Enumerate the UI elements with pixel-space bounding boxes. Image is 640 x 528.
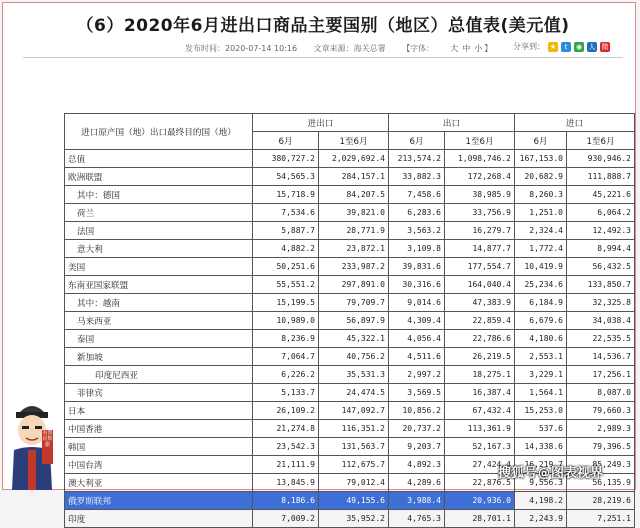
table-row <box>65 168 635 186</box>
value-cell: 39,821.0 <box>319 204 389 222</box>
value-cell: 4,198.2 <box>515 492 567 510</box>
font-size-close: 】 <box>484 44 493 53</box>
value-cell: 56,135.9 <box>567 474 635 492</box>
value-cell: 16,219.7 <box>515 456 567 474</box>
font-size-medium[interactable]: 中 <box>462 44 471 53</box>
value-cell: 28,771.9 <box>319 222 389 240</box>
renren-icon[interactable]: 人 <box>588 42 596 51</box>
value-cell: 5,133.7 <box>253 384 319 402</box>
value-cell: 26,109.2 <box>253 402 319 420</box>
value-cell: 20,682.9 <box>515 168 567 186</box>
value-cell: 4,309.4 <box>389 312 445 330</box>
value-cell: 537.6 <box>515 420 567 438</box>
value-cell: 177,554.7 <box>445 258 515 276</box>
value-cell: 8,994.4 <box>567 240 635 258</box>
value-cell: 1,098,746.2 <box>445 150 515 168</box>
subheader: 6月 <box>253 132 319 150</box>
value-cell: 4,765.3 <box>389 510 445 528</box>
page-title: （6）2020年6月进出口商品主要国别（地区）总值表(美元值) <box>76 16 570 36</box>
watermark-prefix: 搜狐号 <box>498 466 538 481</box>
value-cell: 7,534.6 <box>253 204 319 222</box>
value-cell: 12,492.3 <box>567 222 635 240</box>
value-cell: 23,542.3 <box>253 438 319 456</box>
value-cell: 40,756.2 <box>319 348 389 366</box>
value-cell: 50,251.6 <box>253 258 319 276</box>
value-cell: 1,772.4 <box>515 240 567 258</box>
group-header-import: 进口 <box>515 114 635 132</box>
sina-weibo-icon[interactable]: 微 <box>601 42 609 51</box>
value-cell: 7,064.7 <box>253 348 319 366</box>
value-cell: 16,279.7 <box>445 222 515 240</box>
sohu-watermark <box>498 462 603 481</box>
value-cell: 172,268.4 <box>445 168 515 186</box>
value-cell: 3,109.8 <box>389 240 445 258</box>
value-cell: 2,243.9 <box>515 510 567 528</box>
subheader: 1至6月 <box>445 132 515 150</box>
table-row <box>65 510 635 528</box>
value-cell: 4,892.3 <box>389 456 445 474</box>
value-cell: 167,153.0 <box>515 150 567 168</box>
watermark-suffix: 图表视界 <box>551 466 604 481</box>
value-cell: 1,251.0 <box>515 204 567 222</box>
value-cell: 33,882.3 <box>389 168 445 186</box>
value-cell: 67,432.4 <box>445 402 515 420</box>
value-cell: 34,038.4 <box>567 312 635 330</box>
value-cell: 30,316.6 <box>389 276 445 294</box>
value-cell: 6,226.2 <box>253 366 319 384</box>
group-header-total: 进出口 <box>253 114 389 132</box>
value-cell: 20,936.0 <box>445 492 515 510</box>
mascot-illustration <box>2 400 62 490</box>
country-name-cell: 菲律宾 <box>65 384 253 402</box>
value-cell: 7,251.1 <box>567 510 635 528</box>
value-cell: 2,997.2 <box>389 366 445 384</box>
font-size-control <box>402 44 506 53</box>
country-name-cell: 泰国 <box>65 330 253 348</box>
value-cell: 3,988.4 <box>389 492 445 510</box>
table-row <box>65 366 635 384</box>
font-size-label: 【字体： <box>402 44 435 53</box>
wechat-icon[interactable]: ◉ <box>575 42 583 51</box>
value-cell: 8,236.9 <box>253 330 319 348</box>
value-cell: 6,064.2 <box>567 204 635 222</box>
table-row <box>65 150 635 168</box>
value-cell: 22,859.4 <box>445 312 515 330</box>
value-cell: 55,551.2 <box>253 276 319 294</box>
value-cell: 111,888.7 <box>567 168 635 186</box>
value-cell: 56,432.5 <box>567 258 635 276</box>
value-cell: 10,989.0 <box>253 312 319 330</box>
value-cell: 930,946.2 <box>567 150 635 168</box>
value-cell: 133,850.7 <box>567 276 635 294</box>
table-row <box>65 258 635 276</box>
value-cell: 24,474.5 <box>319 384 389 402</box>
country-name-cell: 东南亚国家联盟 <box>65 276 253 294</box>
country-name-cell: 总值 <box>65 150 253 168</box>
value-cell: 4,511.6 <box>389 348 445 366</box>
country-name-cell: 日本 <box>65 402 253 420</box>
value-cell: 79,709.7 <box>319 294 389 312</box>
value-cell: 164,040.4 <box>445 276 515 294</box>
value-cell: 2,989.3 <box>567 420 635 438</box>
value-cell: 8,260.3 <box>515 186 567 204</box>
value-cell: 5,887.7 <box>253 222 319 240</box>
value-cell: 2,029,692.4 <box>319 150 389 168</box>
table-row <box>65 438 635 456</box>
value-cell: 15,199.5 <box>253 294 319 312</box>
table-header-row <box>65 114 635 132</box>
country-name-cell: 意大利 <box>65 240 253 258</box>
country-name-cell: 欧洲联盟 <box>65 168 253 186</box>
country-name-cell: 新加坡 <box>65 348 253 366</box>
value-cell: 147,092.7 <box>319 402 389 420</box>
value-cell: 18,275.1 <box>445 366 515 384</box>
value-cell: 28,701.1 <box>445 510 515 528</box>
value-cell: 32,325.8 <box>567 294 635 312</box>
value-cell: 22,535.5 <box>567 330 635 348</box>
value-cell: 213,574.2 <box>389 150 445 168</box>
font-size-large[interactable]: 大 <box>450 44 459 53</box>
subheader: 1至6月 <box>567 132 635 150</box>
value-cell: 52,167.3 <box>445 438 515 456</box>
value-cell: 49,155.6 <box>319 492 389 510</box>
group-header-export: 出口 <box>389 114 515 132</box>
value-cell: 3,563.2 <box>389 222 445 240</box>
header-divider <box>23 57 623 58</box>
value-cell: 45,322.1 <box>319 330 389 348</box>
country-name-cell: 中国香港 <box>65 420 253 438</box>
value-cell: 131,563.7 <box>319 438 389 456</box>
font-size-small[interactable]: 小 <box>474 44 483 53</box>
value-cell: 15,253.0 <box>515 402 567 420</box>
country-name-cell: 美国 <box>65 258 253 276</box>
table-row <box>65 384 635 402</box>
value-cell: 2,324.4 <box>515 222 567 240</box>
table-row <box>65 204 635 222</box>
subheader: 6月 <box>389 132 445 150</box>
table-row <box>65 348 635 366</box>
table-row <box>65 294 635 312</box>
value-cell: 14,536.7 <box>567 348 635 366</box>
country-name-cell: 中国台湾 <box>65 456 253 474</box>
value-cell: 35,531.3 <box>319 366 389 384</box>
value-cell: 8,087.0 <box>567 384 635 402</box>
value-cell: 85,249.3 <box>567 456 635 474</box>
value-cell: 38,985.9 <box>445 186 515 204</box>
value-cell: 7,009.2 <box>253 510 319 528</box>
article-source: 文章来源：海关总署 <box>313 44 386 53</box>
value-cell: 116,351.2 <box>319 420 389 438</box>
country-name-cell: 韩国 <box>65 438 253 456</box>
value-cell: 27,424.4 <box>445 456 515 474</box>
value-cell: 380,727.2 <box>253 150 319 168</box>
value-cell: 112,675.7 <box>319 456 389 474</box>
value-cell: 56,897.9 <box>319 312 389 330</box>
country-name-cell: 印度 <box>65 510 253 528</box>
value-cell: 6,679.6 <box>515 312 567 330</box>
value-cell: 3,569.5 <box>389 384 445 402</box>
value-cell: 79,396.5 <box>567 438 635 456</box>
mascot-banner: 看图说数据 <box>42 430 53 464</box>
table-row <box>65 240 635 258</box>
country-name-cell: 荷兰 <box>65 204 253 222</box>
article-meta <box>185 43 520 54</box>
country-column-header: 进口原产国（地）出口最终目的国（地） <box>65 114 253 150</box>
table-row <box>65 420 635 438</box>
value-cell: 54,565.3 <box>253 168 319 186</box>
value-cell: 33,756.9 <box>445 204 515 222</box>
value-cell: 20,737.2 <box>389 420 445 438</box>
table-row <box>65 492 635 510</box>
value-cell: 28,219.6 <box>567 492 635 510</box>
value-cell: 10,856.2 <box>389 402 445 420</box>
share-label: 分享到： <box>513 42 545 51</box>
value-cell: 9,014.6 <box>389 294 445 312</box>
value-cell: 10,419.9 <box>515 258 567 276</box>
value-cell: 23,872.1 <box>319 240 389 258</box>
value-cell: 6,283.6 <box>389 204 445 222</box>
subheader: 6月 <box>515 132 567 150</box>
value-cell: 3,229.1 <box>515 366 567 384</box>
qzone-icon[interactable]: ★ <box>549 42 557 51</box>
value-cell: 47,383.9 <box>445 294 515 312</box>
table-row <box>65 186 635 204</box>
value-cell: 79,660.3 <box>567 402 635 420</box>
value-cell: 35,952.2 <box>319 510 389 528</box>
table-row <box>65 402 635 420</box>
value-cell: 4,056.4 <box>389 330 445 348</box>
table-row <box>65 330 635 348</box>
share-bar <box>513 41 610 52</box>
value-cell: 4,180.6 <box>515 330 567 348</box>
value-cell: 14,877.7 <box>445 240 515 258</box>
value-cell: 22,786.6 <box>445 330 515 348</box>
value-cell: 2,553.1 <box>515 348 567 366</box>
tencent-weibo-icon[interactable]: t <box>561 42 571 52</box>
value-cell: 15,718.9 <box>253 186 319 204</box>
value-cell: 45,221.6 <box>567 186 635 204</box>
value-cell: 16,387.4 <box>445 384 515 402</box>
country-name-cell: 印度尼西亚 <box>65 366 253 384</box>
value-cell: 39,831.6 <box>389 258 445 276</box>
value-cell: 8,186.6 <box>253 492 319 510</box>
value-cell: 22,876.5 <box>445 474 515 492</box>
value-cell: 9,556.3 <box>515 474 567 492</box>
value-cell: 4,882.2 <box>253 240 319 258</box>
table-row <box>65 312 635 330</box>
value-cell: 113,361.9 <box>445 420 515 438</box>
table-row <box>65 222 635 240</box>
publish-time: 发布时间：2020-07-14 10:16 <box>185 44 298 53</box>
value-cell: 6,184.9 <box>515 294 567 312</box>
value-cell: 25,234.6 <box>515 276 567 294</box>
value-cell: 14,338.6 <box>515 438 567 456</box>
at-icon: @ <box>538 466 551 480</box>
value-cell: 233,987.2 <box>319 258 389 276</box>
value-cell: 17,256.1 <box>567 366 635 384</box>
value-cell: 7,458.6 <box>389 186 445 204</box>
country-name-cell: 其中：越南 <box>65 294 253 312</box>
value-cell: 21,274.8 <box>253 420 319 438</box>
value-cell: 9,203.7 <box>389 438 445 456</box>
subheader: 1至6月 <box>319 132 389 150</box>
value-cell: 1,564.1 <box>515 384 567 402</box>
table-row <box>65 276 635 294</box>
country-name-cell: 俄罗斯联邦 <box>65 492 253 510</box>
value-cell: 4,289.6 <box>389 474 445 492</box>
country-name-cell: 法国 <box>65 222 253 240</box>
value-cell: 284,157.1 <box>319 168 389 186</box>
country-name-cell: 其中：德国 <box>65 186 253 204</box>
value-cell: 84,207.5 <box>319 186 389 204</box>
country-name-cell: 马来西亚 <box>65 312 253 330</box>
value-cell: 79,012.4 <box>319 474 389 492</box>
country-name-cell: 澳大利亚 <box>65 474 253 492</box>
value-cell: 26,219.5 <box>445 348 515 366</box>
value-cell: 21,111.9 <box>253 456 319 474</box>
value-cell: 13,845.9 <box>253 474 319 492</box>
value-cell: 297,891.0 <box>319 276 389 294</box>
